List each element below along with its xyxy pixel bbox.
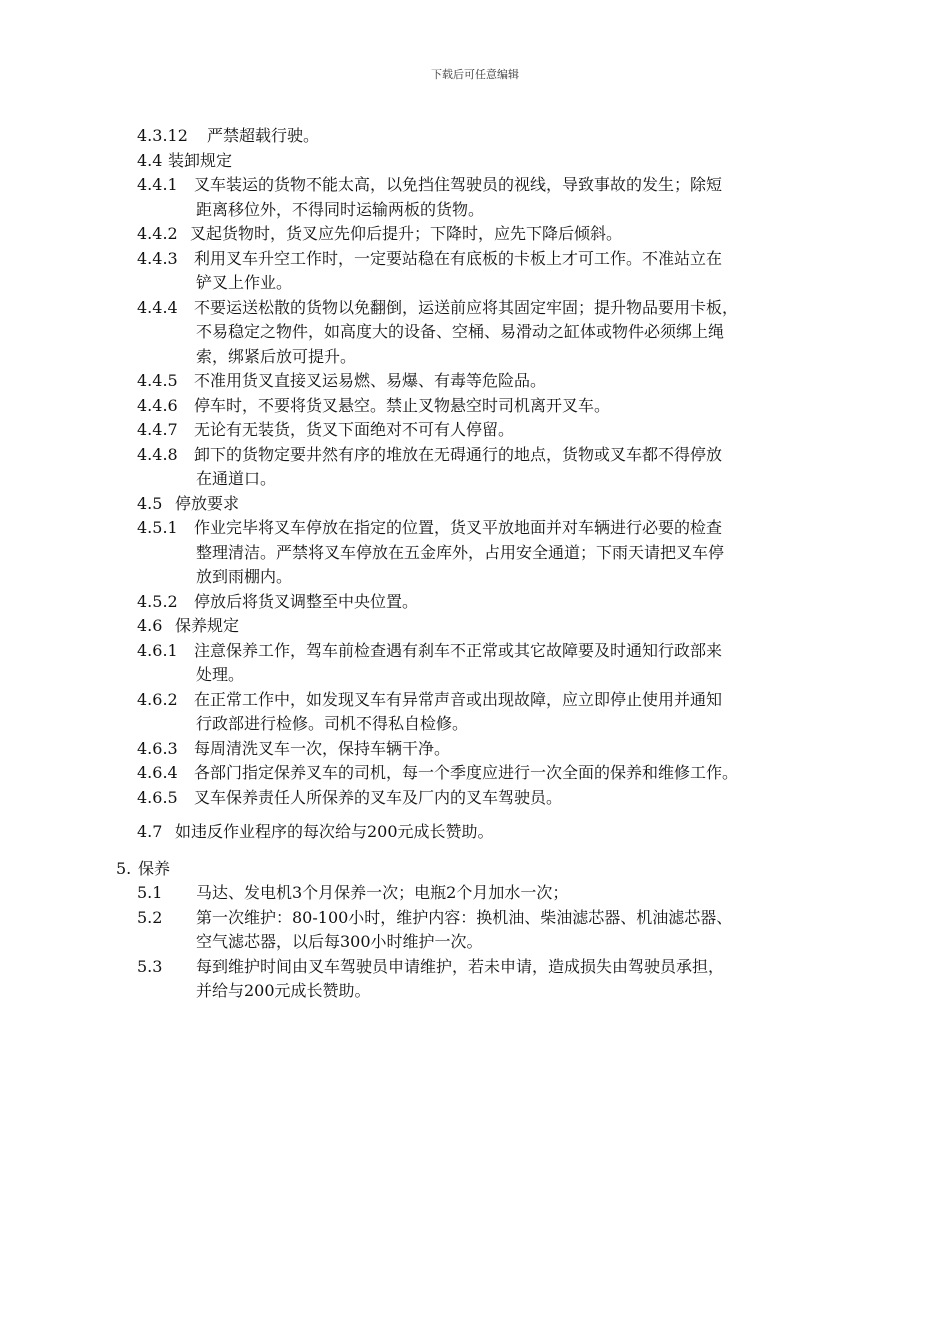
item-text-continued: 处理。 xyxy=(196,665,245,684)
page-header: 下载后可任意编辑 xyxy=(431,68,519,81)
item-text: 不准用货叉直接叉运易燃、易爆、有毒等危险品。 xyxy=(194,371,547,390)
item-text: 叉车装运的货物不能太高，以免挡住驾驶员的视线，导致事故的发生；除短 xyxy=(194,175,723,194)
item-text: 停放要求 xyxy=(175,493,240,513)
list-item-continuation xyxy=(0,271,950,296)
list-item xyxy=(0,222,950,247)
item-number: 4.4.2 xyxy=(137,224,178,243)
list-item xyxy=(0,881,950,906)
item-text: 停车时，不要将货叉悬空。禁止叉物悬空时司机离开叉车。 xyxy=(194,395,611,415)
item-text: 利用叉车升空工作时，一定要站稳在有底板的卡板上才可工作。不准站立在 xyxy=(194,248,723,268)
item-number: 4.4.1 xyxy=(137,175,178,194)
list-item-continuation xyxy=(0,345,950,370)
list-item xyxy=(0,955,950,980)
section-number: 5. xyxy=(116,858,132,878)
item-text-continued: 在通道口。 xyxy=(196,469,277,488)
item-number: 4.4.8 xyxy=(137,444,178,464)
item-text-continued: 空气滤芯器，以后每300小时维护一次。 xyxy=(196,932,483,951)
item-text: 马达、发电机3个月保养一次；电瓶2个月加水一次； xyxy=(196,883,569,902)
item-text: 停放后将货叉调整至中央位置。 xyxy=(194,591,419,611)
list-item xyxy=(0,247,950,272)
list-item xyxy=(0,443,950,468)
list-item-continuation xyxy=(0,541,950,566)
list-item xyxy=(0,688,950,713)
list-item-continuation xyxy=(0,320,950,345)
item-text: 每周清洗叉车一次，保持车辆干净。 xyxy=(194,738,451,758)
item-number: 4.4.4 xyxy=(137,297,178,317)
item-text: 作业完毕将叉车停放在指定的位置，货叉平放地面并对车辆进行必要的检查 xyxy=(194,518,723,537)
list-item-continuation xyxy=(0,979,950,1004)
list-item-continuation xyxy=(0,467,950,492)
item-number: 5.1 xyxy=(137,883,163,902)
item-text: 各部门指定保养叉车的司机，每一个季度应进行一次全面的保养和维修工作。 xyxy=(194,763,739,782)
item-number: 4.6 xyxy=(137,616,163,635)
list-item xyxy=(0,149,950,174)
section-4-items xyxy=(0,124,950,810)
item-number: 4.3.12 xyxy=(137,126,188,145)
list-item xyxy=(0,614,950,639)
item-text: 无论有无装货，货叉下面绝对不可有人停留。 xyxy=(194,420,515,439)
item-text-continued: 索，绑紧后放可提升。 xyxy=(196,346,357,366)
item-text: 不要运送松散的货物以免翻倒，运送前应将其固定牢固；提升物品要用卡板， xyxy=(194,297,739,317)
list-item xyxy=(0,124,950,149)
item-number: 4.6.5 xyxy=(137,787,178,807)
item-text: 严禁超载行驶。 xyxy=(207,126,320,145)
item-text-continued: 放到雨棚内。 xyxy=(196,567,293,586)
item-text-continued: 铲叉上作业。 xyxy=(196,273,293,292)
item-number: 4.7 xyxy=(137,822,163,841)
item-text: 装卸规定 xyxy=(168,150,233,170)
item-number: 4.6.3 xyxy=(137,738,178,758)
item-number: 4.4.3 xyxy=(137,248,178,268)
document-body xyxy=(0,124,950,1004)
item-text: 叉起货物时，货叉应先仰后提升；下降时，应先下降后倾斜。 xyxy=(190,224,623,243)
item-text: 叉车保养责任人所保养的叉车及厂内的叉车驾驶员。 xyxy=(194,787,563,807)
item-number: 4.5.1 xyxy=(137,518,178,537)
item-text: 注意保养工作，驾车前检查遇有刹车不正常或其它故障要及时通知行政部来 xyxy=(194,640,723,660)
item-text: 保养规定 xyxy=(175,616,240,635)
section-5-items xyxy=(0,881,950,1004)
item-number: 5.2 xyxy=(137,907,163,927)
list-item xyxy=(0,737,950,762)
item-text: 在正常工作中，如发现叉车有异常声音或出现故障，应立即停止使用并通知 xyxy=(194,689,723,709)
item-text-continued: 距离移位外，不得同时运输两板的货物。 xyxy=(196,199,485,219)
item-text: 卸下的货物定要井然有序的堆放在无碍通行的地点，货物或叉车都不得停放 xyxy=(194,444,723,464)
list-item xyxy=(0,906,950,931)
item-number: 4.6.1 xyxy=(137,640,178,660)
item-text-continued: 行政部进行检修。司机不得私自检修。 xyxy=(196,714,469,733)
list-item xyxy=(0,590,950,615)
list-item-continuation xyxy=(0,663,950,688)
item-text: 第一次维护：80-100小时，维护内容：换机油、柴油滤芯器、机油滤芯器、 xyxy=(196,907,733,927)
item-number: 4.5.2 xyxy=(137,591,178,611)
item-text: 如违反作业程序的每次给与200元成长赞助。 xyxy=(175,822,494,841)
item-number: 5.3 xyxy=(137,956,163,976)
list-item xyxy=(0,492,950,517)
section-title: 保养 xyxy=(138,858,171,878)
list-item xyxy=(0,173,950,198)
item-text: 每到维护时间由叉车驾驶员申请维护，若未申请，造成损失由驾驶员承担， xyxy=(196,956,725,976)
list-item xyxy=(0,786,950,811)
item-number: 4.4.7 xyxy=(137,420,178,439)
item-number: 4.6.4 xyxy=(137,763,178,782)
list-item-continuation xyxy=(0,930,950,955)
list-item xyxy=(0,369,950,394)
list-item-continuation xyxy=(0,565,950,590)
list-item xyxy=(0,761,950,786)
list-item-continuation xyxy=(0,198,950,223)
item-text-continued: 并给与200元成长赞助。 xyxy=(196,981,371,1000)
item-number: 4.4.5 xyxy=(137,371,178,390)
section-5-heading xyxy=(0,857,950,882)
list-item xyxy=(0,639,950,664)
item-number: 4.6.2 xyxy=(137,689,178,709)
item-text-continued: 不易稳定之物件，如高度大的设备、空桶、易滑动之缸体或物件必须绑上绳 xyxy=(196,322,725,341)
item-4-7 xyxy=(0,820,950,845)
item-number: 4.5 xyxy=(137,493,163,513)
item-number: 4.4 xyxy=(137,150,163,170)
item-text-continued: 整理清洁。严禁将叉车停放在五金库外，占用安全通道；下雨天请把叉车停 xyxy=(196,542,725,562)
list-item xyxy=(0,418,950,443)
list-item xyxy=(0,296,950,321)
list-item xyxy=(0,394,950,419)
list-item xyxy=(0,516,950,541)
item-number: 4.4.6 xyxy=(137,395,178,415)
list-item-continuation xyxy=(0,712,950,737)
